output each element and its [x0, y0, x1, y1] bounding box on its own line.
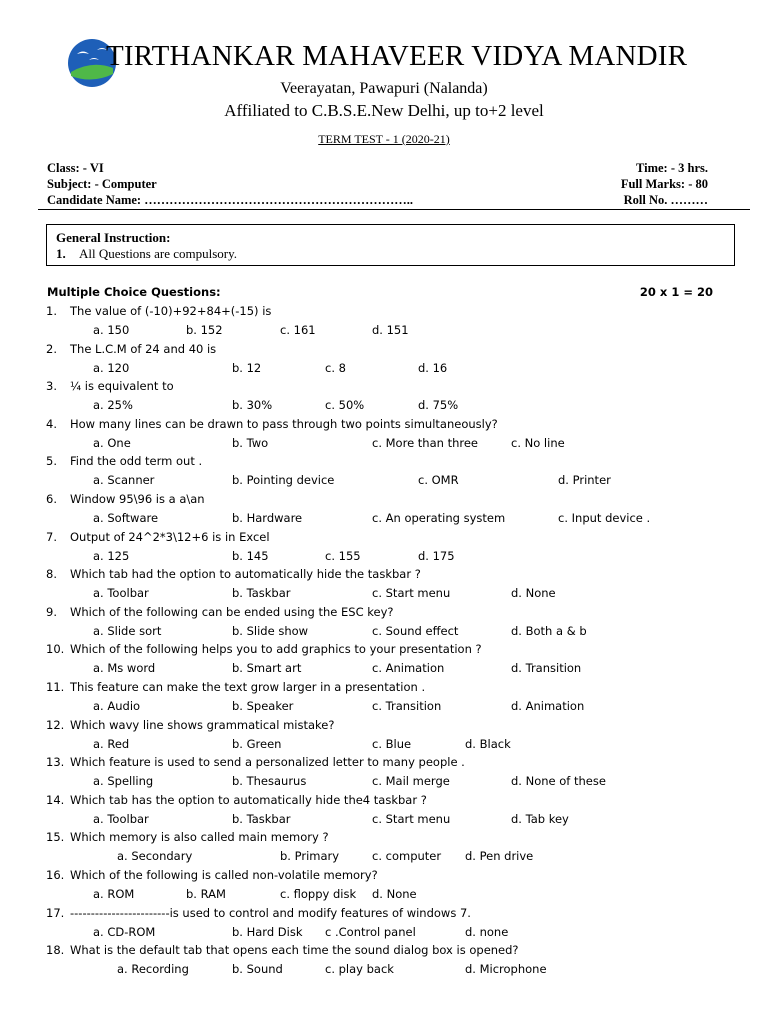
question-number: 6.	[46, 492, 57, 506]
time-label: Time: - 3 hrs.	[636, 161, 708, 175]
mcq-heading: Multiple Choice Questions:	[47, 285, 221, 299]
answer-option: a. 125	[93, 548, 130, 563]
answer-option: b. Sound	[232, 962, 283, 977]
answer-option: d. none	[465, 924, 509, 939]
question-number: 18.	[46, 943, 65, 958]
answer-option: b. 30%	[232, 398, 273, 413]
question-text: Which tab had the option to automatically hide the taskbar ?	[70, 567, 421, 582]
answer-option: d. 151	[372, 323, 409, 337]
answer-option: a. One	[93, 435, 131, 450]
question-text: Which tab has the option to automatically hide the4 taskbar ?	[70, 792, 427, 807]
answer-option: c. Sound effect	[372, 623, 459, 638]
answer-option: b. Pointing device	[232, 473, 335, 488]
question-number: 1.	[46, 304, 57, 318]
answer-option: b. Taskbar	[232, 811, 291, 826]
question-number: 9.	[46, 604, 57, 619]
question-text: Find the odd term out .	[70, 454, 203, 469]
candidate-name-label: Candidate Name: ………………………………………………………..	[47, 193, 413, 207]
school-address: Veerayatan, Pawapuri (Nalanda)	[280, 80, 488, 97]
answer-option: d. Transition	[511, 661, 582, 676]
question-text: How many lines can be drawn to pass through two points simultaneously?	[70, 416, 498, 431]
answer-option: b. Taskbar	[232, 586, 291, 601]
answer-option: c. Blue	[372, 736, 412, 751]
answer-option: b. Primary	[280, 849, 340, 864]
answer-option: a. Ms word	[93, 661, 156, 676]
question-number: 16.	[46, 868, 65, 882]
answer-option: d. Tab key	[511, 811, 569, 826]
answer-option: b. 145	[232, 548, 269, 563]
answer-option: b. Slide show	[232, 623, 309, 638]
question-text: Which feature is used to send a personalized letter to many people .	[70, 755, 465, 770]
answer-option: c. An operating system	[372, 511, 506, 525]
answer-option: a. Scanner	[93, 473, 155, 488]
question-text: ------------------------is used to control and modify features of windows 7.	[70, 905, 471, 920]
answer-option: a. Spelling	[93, 774, 154, 789]
class-label: Class: - VI	[47, 161, 104, 175]
header-divider	[38, 209, 750, 210]
question-text: ¼ is equivalent to	[70, 379, 174, 394]
instruction-text: All Questions are compulsory.	[79, 246, 238, 261]
answer-option: c. 8	[325, 360, 346, 375]
answer-option: d. Animation	[511, 699, 585, 713]
question-text: Window 95\96 is a a\an	[70, 492, 205, 506]
answer-option: b. Smart art	[232, 661, 302, 676]
answer-option: c. More than three	[372, 435, 479, 450]
answer-option: d. Pen drive	[465, 849, 534, 864]
answer-option: a. 25%	[93, 398, 133, 413]
answer-option: d. Both a & b	[511, 623, 587, 638]
answer-option: a. 120	[93, 360, 130, 375]
term-test-title: TERM TEST - 1 (2020-21)	[318, 132, 450, 146]
question-text: Which memory is also called main memory ?	[70, 830, 329, 845]
question-text: Which of the following helps you to add graphics to your presentation ?	[70, 642, 482, 657]
answer-option: a. Software	[93, 511, 159, 525]
answer-option: b. Thesaurus	[232, 774, 307, 789]
question-text: The L.C.M of 24 and 40 is	[70, 341, 217, 356]
question-text: Which wavy line shows grammatical mistake?	[70, 717, 335, 732]
answer-option: a. Toolbar	[93, 586, 149, 601]
question-number: 10.	[46, 642, 65, 657]
answer-option: c. play back	[325, 962, 394, 977]
answer-option: b. RAM	[186, 887, 226, 901]
answer-option: b. Speaker	[232, 699, 294, 713]
answer-option: d. None	[511, 586, 556, 601]
answer-option: c. Start menu	[372, 811, 451, 826]
answer-option: b. 152	[186, 323, 223, 337]
question-text: The value of (-10)+92+84+(-15) is	[70, 304, 272, 318]
answer-option: d. Printer	[558, 473, 611, 488]
roll-no-label: Roll No. ………	[623, 193, 708, 207]
answer-option: d. Black	[465, 736, 511, 751]
school-name: TIRTHANKAR MAHAVEER VIDYA MANDIR	[106, 40, 688, 72]
answer-option: c. floppy disk	[280, 887, 357, 901]
answer-option: c. No line	[511, 435, 565, 450]
answer-option: c. 161	[280, 323, 316, 337]
answer-option: d. 16	[418, 360, 448, 375]
question-number: 11.	[46, 680, 65, 694]
answer-option: a. 150	[93, 323, 130, 337]
mcq-marks: 20 x 1 = 20	[639, 285, 713, 299]
answer-option: c. OMR	[418, 473, 459, 488]
answer-option: c. 155	[325, 548, 361, 563]
answer-option: a. Red	[93, 736, 130, 751]
answer-option: b. Hard Disk	[232, 924, 303, 939]
question-number: 8.	[46, 567, 57, 582]
question-number: 7.	[46, 529, 57, 544]
answer-option: c. Animation	[372, 661, 445, 676]
answer-option: b. Green	[232, 736, 282, 751]
question-number: 2.	[46, 341, 57, 356]
answer-option: c. Start menu	[372, 586, 451, 601]
answer-option: b. Hardware	[232, 511, 303, 525]
answer-option: d. 175	[418, 548, 455, 563]
answer-option: a. Audio	[93, 699, 141, 713]
answer-option: a. Secondary	[117, 849, 193, 864]
question-text: Which of the following can be ended using the ESC key?	[70, 604, 394, 619]
affiliation-line: Affiliated to C.B.S.E.New Delhi, up to+2 level	[224, 101, 544, 120]
answer-option: c. Mail merge	[372, 774, 450, 789]
answer-option: a. ROM	[93, 887, 135, 901]
question-text: Which of the following is called non-volatile memory?	[70, 868, 378, 882]
question-number: 13.	[46, 755, 65, 770]
answer-option: a. Toolbar	[93, 811, 149, 826]
question-number: 5.	[46, 454, 57, 469]
answer-option: d. None of these	[511, 774, 606, 789]
answer-option: a. Recording	[117, 962, 189, 977]
answer-option: c. Input device .	[558, 511, 651, 525]
question-text: This feature can make the text grow larger in a presentation .	[70, 680, 426, 694]
question-number: 14.	[46, 792, 65, 807]
answer-option: c. 50%	[325, 398, 365, 413]
answer-option: b. Two	[232, 435, 269, 450]
question-text: Output of 24^2*3\12+6 is in Excel	[70, 529, 270, 544]
answer-option: d. None	[372, 887, 417, 901]
answer-option: c. Transition	[372, 699, 442, 713]
full-marks-label: Full Marks: - 80	[620, 177, 708, 191]
answer-option: d. Microphone	[465, 962, 547, 977]
question-number: 17.	[46, 905, 65, 920]
answer-option: c .Control panel	[325, 924, 416, 939]
question-number: 3.	[46, 379, 57, 394]
question-number: 4.	[46, 416, 57, 431]
question-number: 12.	[46, 717, 65, 732]
answer-option: a. CD-ROM	[93, 924, 156, 939]
instruction-number: 1.	[56, 246, 66, 261]
answer-option: c. computer	[372, 849, 442, 864]
question-text: What is the default tab that opens each time the sound dialog box is opened?	[70, 943, 519, 958]
answer-option: a. Slide sort	[93, 623, 162, 638]
general-instruction-box	[46, 224, 735, 266]
answer-option: b. 12	[232, 360, 262, 375]
question-number: 15.	[46, 830, 65, 845]
answer-option: d. 75%	[418, 398, 459, 413]
instruction-title: General Instruction:	[56, 230, 171, 245]
subject-label: Subject: - Computer	[47, 177, 157, 191]
